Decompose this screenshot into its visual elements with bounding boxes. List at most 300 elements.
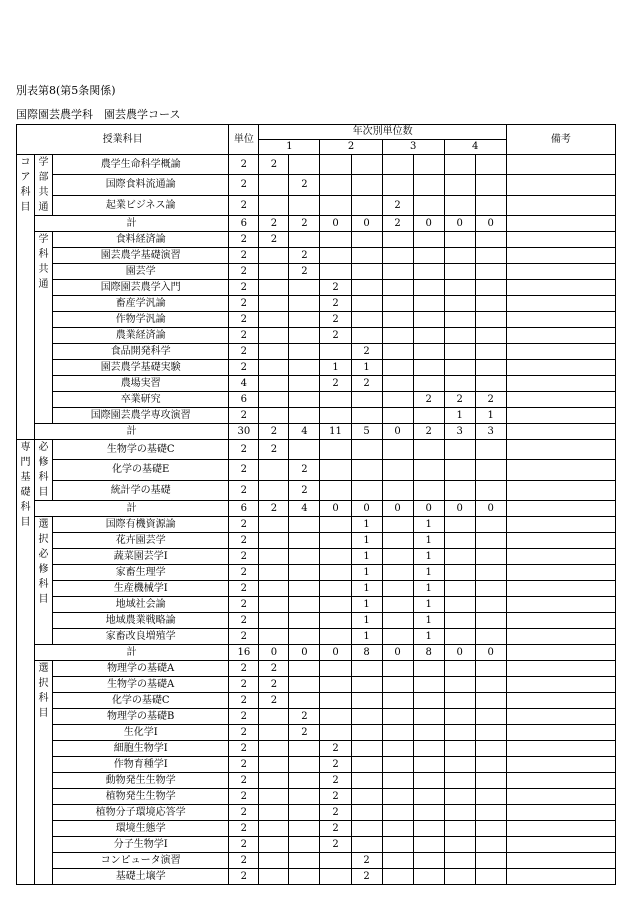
year-4-term-2-cell: 2 <box>475 392 506 408</box>
year-4-term-1-cell: 1 <box>444 408 475 424</box>
year-2-term-2-cell: 2 <box>351 344 382 360</box>
year-3-term-2-cell: 0 <box>413 501 444 517</box>
year-4-term-2-cell <box>475 344 506 360</box>
year-3-term-2-cell <box>413 195 444 215</box>
year-1-term-2-cell: 0 <box>289 645 320 661</box>
subject-name: 国際食料流通論 <box>53 175 229 195</box>
notes-cell <box>506 805 615 821</box>
year-3-term-1-cell <box>382 440 413 460</box>
subject-name: 家畜生理学 <box>53 565 229 581</box>
units-cell: 30 <box>229 424 259 440</box>
units-cell: 2 <box>229 296 259 312</box>
notes-cell <box>506 296 615 312</box>
year-4-term-1-cell <box>444 155 475 175</box>
subcategory-cell: 選 択 必 修 科 目 <box>35 517 53 645</box>
year-2-term-1-cell <box>320 232 351 248</box>
year-2-term-1-cell <box>320 853 351 869</box>
year-2-term-2-cell: 1 <box>351 517 382 533</box>
units-cell: 2 <box>229 155 259 175</box>
units-cell: 2 <box>229 709 259 725</box>
year-2-term-2-cell <box>351 661 382 677</box>
year-4-term-1-cell <box>444 837 475 853</box>
notes-cell <box>506 480 615 500</box>
subject-name: 花卉園芸学 <box>53 533 229 549</box>
year-2-term-1-cell: 11 <box>320 424 351 440</box>
year-2-term-1-cell <box>320 480 351 500</box>
year-2-term-2-cell <box>351 725 382 741</box>
notes-cell <box>506 195 615 215</box>
year-1-term-2-cell <box>289 328 320 344</box>
units-cell: 2 <box>229 853 259 869</box>
year-2-term-1-cell <box>320 709 351 725</box>
year-2-term-1-cell: 2 <box>320 773 351 789</box>
year-3-term-2-cell: 1 <box>413 549 444 565</box>
year-2-term-2-cell: 2 <box>351 869 382 885</box>
units-cell: 2 <box>229 869 259 885</box>
year-2-term-1-cell: 2 <box>320 821 351 837</box>
year-3-term-1-cell <box>382 869 413 885</box>
units-cell: 2 <box>229 440 259 460</box>
notes-cell <box>506 789 615 805</box>
year-1-term-2-cell <box>289 789 320 805</box>
year-1-term-1-cell <box>259 725 289 741</box>
year-2-term-1-cell <box>320 549 351 565</box>
year-3-term-2-cell: 1 <box>413 597 444 613</box>
year-2-term-2-cell <box>351 821 382 837</box>
year-4-term-1-cell <box>444 312 475 328</box>
year-3-term-2-cell: 1 <box>413 581 444 597</box>
units-cell: 2 <box>229 741 259 757</box>
year-1-term-1-cell <box>259 248 289 264</box>
year-3-term-2-cell <box>413 805 444 821</box>
year-4-term-1-cell <box>444 460 475 480</box>
notes-cell <box>506 344 615 360</box>
notes-cell <box>506 216 615 232</box>
year-2-term-1-cell <box>320 565 351 581</box>
year-2-term-1-cell: 0 <box>320 645 351 661</box>
year-3-term-2-cell <box>413 480 444 500</box>
year-4-term-2-cell <box>475 869 506 885</box>
year-1-term-1-cell <box>259 328 289 344</box>
units-cell: 2 <box>229 195 259 215</box>
year-1-term-2-cell <box>289 344 320 360</box>
year-1-term-1-cell <box>259 805 289 821</box>
subcategory-cell: 必 修 科 目 <box>35 440 53 501</box>
year-3-term-2-cell <box>413 296 444 312</box>
year-4-term-1-cell <box>444 376 475 392</box>
year-1-term-1-cell <box>259 821 289 837</box>
year-4-term-2-cell <box>475 440 506 460</box>
subject-name: 物理学の基礎B <box>53 709 229 725</box>
year-1-term-1-cell <box>259 757 289 773</box>
notes-cell <box>506 440 615 460</box>
year-1-term-2-cell <box>289 312 320 328</box>
year-1-term-1-cell <box>259 869 289 885</box>
year-4-term-2-cell <box>475 661 506 677</box>
year-4-term-1-cell <box>444 248 475 264</box>
year-4-term-2-cell <box>475 789 506 805</box>
year-4-term-2-cell <box>475 312 506 328</box>
subject-name: 分子生物学Ⅰ <box>53 837 229 853</box>
subject-name: 園芸学 <box>53 264 229 280</box>
year-2-term-2-cell <box>351 248 382 264</box>
year-1-term-2-cell <box>289 376 320 392</box>
units-cell: 2 <box>229 805 259 821</box>
year-3-term-1-cell: 0 <box>382 501 413 517</box>
year-1-term-2-cell: 2 <box>289 175 320 195</box>
year-4-term-2-cell <box>475 821 506 837</box>
category-cell: コ ア 科 目 <box>17 155 35 440</box>
year-1-term-1-cell: 2 <box>259 661 289 677</box>
year-4-term-1-cell <box>444 195 475 215</box>
year-3-term-1-cell <box>382 408 413 424</box>
year-1-term-2-cell: 2 <box>289 264 320 280</box>
notes-cell <box>506 549 615 565</box>
year-1-term-2-cell <box>289 296 320 312</box>
year-3-term-1-cell <box>382 853 413 869</box>
year-2-term-2-cell: 5 <box>351 424 382 440</box>
table-row <box>17 693 616 709</box>
subject-name: 国際園芸農学入門 <box>53 280 229 296</box>
table-row <box>17 392 616 408</box>
subject-name: 食料経済論 <box>53 232 229 248</box>
year-2-term-1-cell: 2 <box>320 741 351 757</box>
year-3-term-2-cell <box>413 376 444 392</box>
year-1-term-2-cell: 2 <box>289 248 320 264</box>
year-1-term-2-cell <box>289 853 320 869</box>
notes-cell <box>506 248 615 264</box>
year-4-term-1-cell <box>444 757 475 773</box>
year-4-term-1-cell <box>444 264 475 280</box>
year-4-term-2-cell <box>475 773 506 789</box>
year-2-term-2-cell: 1 <box>351 613 382 629</box>
year-4-term-1-cell <box>444 789 475 805</box>
year-1-term-2-cell <box>289 741 320 757</box>
year-3-term-2-cell <box>413 460 444 480</box>
year-2-term-2-cell: 1 <box>351 581 382 597</box>
year-2-term-1-cell <box>320 517 351 533</box>
year-4-term-1-cell: 2 <box>444 392 475 408</box>
notes-cell <box>506 376 615 392</box>
year-4-term-1-cell <box>444 629 475 645</box>
year-1-term-1-cell <box>259 597 289 613</box>
year-2-term-1-cell <box>320 264 351 280</box>
year-2-term-1-cell <box>320 693 351 709</box>
year-2-term-2-cell <box>351 789 382 805</box>
subject-name: 家畜改良増殖学 <box>53 629 229 645</box>
table-row <box>17 155 616 175</box>
units-cell: 2 <box>229 480 259 500</box>
year-4-term-2-cell: 0 <box>475 216 506 232</box>
year-4-term-1-cell <box>444 773 475 789</box>
table-row <box>17 280 616 296</box>
year-1-term-2-cell <box>289 581 320 597</box>
year-4-term-2-cell <box>475 232 506 248</box>
year-4-term-2-cell <box>475 360 506 376</box>
year-2-term-2-cell: 1 <box>351 629 382 645</box>
year-3-term-2-cell: 1 <box>413 533 444 549</box>
notes-cell <box>506 853 615 869</box>
table-row <box>17 629 616 645</box>
table-row <box>17 661 616 677</box>
header-year-2: 2 <box>320 140 382 155</box>
table-row <box>17 597 616 613</box>
units-cell: 2 <box>229 725 259 741</box>
year-2-term-1-cell: 2 <box>320 757 351 773</box>
year-4-term-2-cell <box>475 480 506 500</box>
year-2-term-1-cell <box>320 195 351 215</box>
year-3-term-2-cell: 1 <box>413 565 444 581</box>
notes-cell <box>506 821 615 837</box>
year-1-term-1-cell <box>259 741 289 757</box>
year-3-term-2-cell <box>413 773 444 789</box>
notes-cell <box>506 773 615 789</box>
year-4-term-2-cell <box>475 565 506 581</box>
year-4-term-1-cell <box>444 360 475 376</box>
year-4-term-1-cell <box>444 661 475 677</box>
year-3-term-2-cell <box>413 344 444 360</box>
year-2-term-1-cell: 1 <box>320 360 351 376</box>
header-year-units: 年次別単位数 <box>259 125 506 140</box>
table-caption: 別表第8(第5条関係) <box>16 84 116 97</box>
year-1-term-2-cell <box>289 392 320 408</box>
year-4-term-1-cell: 0 <box>444 216 475 232</box>
year-3-term-1-cell <box>382 280 413 296</box>
year-1-term-1-cell <box>259 517 289 533</box>
year-4-term-2-cell <box>475 805 506 821</box>
subject-name: 細胞生物学Ⅰ <box>53 741 229 757</box>
table-row <box>17 480 616 500</box>
year-3-term-1-cell <box>382 773 413 789</box>
year-4-term-2-cell <box>475 853 506 869</box>
subject-name: 園芸農学基礎演習 <box>53 248 229 264</box>
table-row <box>17 175 616 195</box>
units-cell: 2 <box>229 565 259 581</box>
subject-name: 国際有機資源論 <box>53 517 229 533</box>
year-1-term-2-cell <box>289 408 320 424</box>
curriculum-table <box>16 124 616 885</box>
subtotal-label: 計 <box>35 645 229 661</box>
subcategory-cell: 学 部 共 通 <box>35 155 53 216</box>
year-1-term-1-cell <box>259 296 289 312</box>
year-1-term-1-cell <box>259 175 289 195</box>
year-2-term-1-cell <box>320 460 351 480</box>
year-1-term-1-cell <box>259 408 289 424</box>
units-cell: 2 <box>229 757 259 773</box>
subject-name: 統計学の基礎 <box>53 480 229 500</box>
year-1-term-2-cell: 4 <box>289 501 320 517</box>
notes-cell <box>506 645 615 661</box>
year-3-term-1-cell <box>382 460 413 480</box>
units-cell: 2 <box>229 581 259 597</box>
subject-name: 生物学の基礎C <box>53 440 229 460</box>
year-2-term-1-cell <box>320 677 351 693</box>
table-row <box>17 408 616 424</box>
year-2-term-1-cell <box>320 248 351 264</box>
year-4-term-1-cell <box>444 741 475 757</box>
year-4-term-1-cell <box>444 480 475 500</box>
year-3-term-1-cell <box>382 264 413 280</box>
year-2-term-2-cell <box>351 693 382 709</box>
year-3-term-1-cell <box>382 837 413 853</box>
subject-name: 地域農業戦略論 <box>53 613 229 629</box>
table-row <box>17 360 616 376</box>
notes-cell <box>506 360 615 376</box>
year-2-term-1-cell: 2 <box>320 328 351 344</box>
year-1-term-2-cell <box>289 837 320 853</box>
units-cell: 2 <box>229 248 259 264</box>
notes-cell <box>506 280 615 296</box>
year-4-term-2-cell: 1 <box>475 408 506 424</box>
year-2-term-1-cell <box>320 597 351 613</box>
year-3-term-1-cell <box>382 392 413 408</box>
notes-cell <box>506 155 615 175</box>
year-1-term-2-cell <box>289 773 320 789</box>
year-3-term-1-cell <box>382 693 413 709</box>
year-4-term-1-cell <box>444 853 475 869</box>
year-1-term-1-cell: 2 <box>259 232 289 248</box>
year-2-term-2-cell <box>351 460 382 480</box>
year-4-term-1-cell <box>444 869 475 885</box>
header-units: 単位 <box>229 125 259 155</box>
table-row <box>17 460 616 480</box>
year-2-term-1-cell <box>320 440 351 460</box>
year-4-term-2-cell <box>475 597 506 613</box>
category-cell: 専 門 基 礎 科 目 <box>17 440 35 885</box>
table-row <box>17 344 616 360</box>
table-row <box>17 853 616 869</box>
year-1-term-2-cell <box>289 629 320 645</box>
table-row <box>17 195 616 215</box>
notes-cell <box>506 232 615 248</box>
table-row <box>17 565 616 581</box>
year-4-term-1-cell: 0 <box>444 501 475 517</box>
table-row <box>17 837 616 853</box>
year-3-term-2-cell: 1 <box>413 517 444 533</box>
year-1-term-1-cell <box>259 549 289 565</box>
year-1-term-1-cell <box>259 709 289 725</box>
year-3-term-1-cell <box>382 232 413 248</box>
subject-name: 環境生態学 <box>53 821 229 837</box>
year-2-term-2-cell: 1 <box>351 565 382 581</box>
table-row <box>17 709 616 725</box>
table-row <box>17 581 616 597</box>
year-3-term-1-cell <box>382 344 413 360</box>
year-3-term-1-cell: 2 <box>382 216 413 232</box>
year-3-term-2-cell <box>413 789 444 805</box>
table-row <box>17 248 616 264</box>
subject-name: 農場実習 <box>53 376 229 392</box>
year-4-term-1-cell <box>444 533 475 549</box>
units-cell: 4 <box>229 376 259 392</box>
subject-name: 植物分子環境応答学 <box>53 805 229 821</box>
year-1-term-1-cell <box>259 460 289 480</box>
year-4-term-2-cell <box>475 517 506 533</box>
year-2-term-1-cell <box>320 408 351 424</box>
year-3-term-2-cell <box>413 232 444 248</box>
units-cell: 2 <box>229 312 259 328</box>
year-3-term-2-cell <box>413 837 444 853</box>
year-1-term-2-cell <box>289 805 320 821</box>
year-2-term-2-cell <box>351 757 382 773</box>
year-1-term-1-cell <box>259 581 289 597</box>
table-row <box>17 869 616 885</box>
year-3-term-1-cell <box>382 312 413 328</box>
year-3-term-1-cell: 0 <box>382 645 413 661</box>
year-3-term-1-cell <box>382 328 413 344</box>
year-4-term-1-cell <box>444 725 475 741</box>
year-2-term-2-cell <box>351 773 382 789</box>
subject-name: 園芸農学基礎実験 <box>53 360 229 376</box>
units-cell: 6 <box>229 501 259 517</box>
year-2-term-2-cell <box>351 741 382 757</box>
table-row <box>17 533 616 549</box>
year-2-term-2-cell <box>351 677 382 693</box>
subtotal-row <box>17 424 616 440</box>
table-row <box>17 440 616 460</box>
year-3-term-2-cell <box>413 869 444 885</box>
subtotal-label: 計 <box>35 424 229 440</box>
year-1-term-2-cell <box>289 195 320 215</box>
subtotal-row <box>17 216 616 232</box>
year-1-term-2-cell <box>289 869 320 885</box>
year-3-term-2-cell <box>413 757 444 773</box>
subject-name: 地域社会論 <box>53 597 229 613</box>
year-2-term-2-cell: 2 <box>351 376 382 392</box>
year-3-term-2-cell <box>413 248 444 264</box>
year-4-term-2-cell <box>475 248 506 264</box>
year-3-term-1-cell: 2 <box>382 195 413 215</box>
year-4-term-1-cell: 0 <box>444 645 475 661</box>
year-2-term-1-cell: 2 <box>320 837 351 853</box>
year-1-term-1-cell: 2 <box>259 424 289 440</box>
units-cell: 2 <box>229 597 259 613</box>
year-1-term-2-cell <box>289 517 320 533</box>
units-cell: 2 <box>229 460 259 480</box>
units-cell: 6 <box>229 392 259 408</box>
subject-name: 食品開発科学 <box>53 344 229 360</box>
year-3-term-2-cell <box>413 175 444 195</box>
notes-cell <box>506 677 615 693</box>
table-row <box>17 328 616 344</box>
year-3-term-1-cell <box>382 565 413 581</box>
year-2-term-2-cell: 0 <box>351 501 382 517</box>
year-2-term-2-cell <box>351 232 382 248</box>
year-3-term-2-cell: 2 <box>413 392 444 408</box>
year-1-term-2-cell <box>289 360 320 376</box>
year-1-term-1-cell <box>259 837 289 853</box>
year-2-term-1-cell: 2 <box>320 805 351 821</box>
notes-cell <box>506 869 615 885</box>
units-cell: 2 <box>229 773 259 789</box>
subject-name: 起業ビジネス論 <box>53 195 229 215</box>
notes-cell <box>506 328 615 344</box>
table-row <box>17 613 616 629</box>
header-notes: 備考 <box>506 125 615 155</box>
year-4-term-2-cell <box>475 837 506 853</box>
units-cell: 2 <box>229 360 259 376</box>
year-2-term-1-cell <box>320 344 351 360</box>
units-cell: 2 <box>229 837 259 853</box>
year-1-term-1-cell <box>259 264 289 280</box>
units-cell: 2 <box>229 613 259 629</box>
subject-name: 物理学の基礎A <box>53 661 229 677</box>
units-cell: 2 <box>229 408 259 424</box>
year-4-term-1-cell <box>444 296 475 312</box>
year-4-term-1-cell <box>444 175 475 195</box>
year-1-term-2-cell <box>289 597 320 613</box>
notes-cell <box>506 581 615 597</box>
